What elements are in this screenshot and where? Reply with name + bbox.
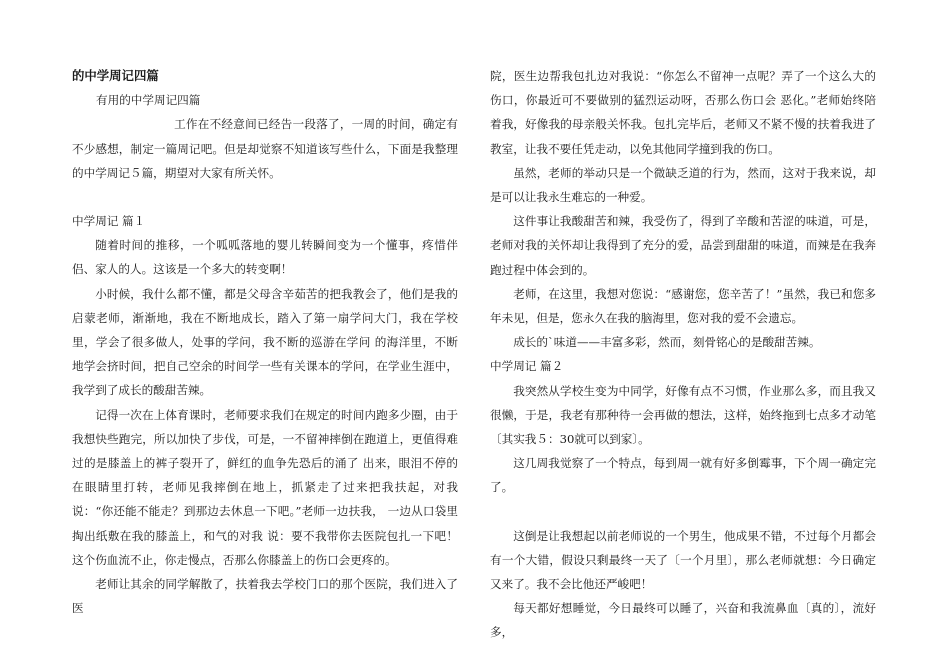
section-1-paragraph: 老师，在这里，我想对您说：“感谢您，您辛苦了！”虽然，我已和您多年未见，但是，您永久在我的脑海里，您对我的爱不会遗忘。 [490,286,876,326]
spacer [72,185,458,209]
section-2-paragraph: 每天都好想睡觉，今日最终可以睡了，兴奋和我流鼻血〔真的〕，流好多， [490,601,876,640]
right-column [490,64,876,645]
section-2-paragraph: 这几周我觉察了一个特点，每到周一就有好多倒霉事，下个周一确定完了。 [490,456,876,495]
spacer [490,500,876,524]
section-1-paragraph: 这件事让我酸甜苦和辣，我受伤了，得到了辛酸和苦涩的味道，可是，老师对我的关怀却让我得到了充分的爱，品尝到甜甜的味道，而辣是在我奔跑过程中体会到的。 [490,214,876,277]
section-heading-2: 中学周记 篇２ [490,359,564,374]
section-1-paragraph: 随着时间的推移，一个呱呱落地的婴儿转瞬间变为一个懂事，疼惜伴侣、家人的人。这该是一个多大的转变啊！ [72,238,458,277]
section-1-paragraph: 老师让其余的同学解散了，扶着我去学校门口的那个医院，我们进入了医 [72,577,458,616]
section-1-paragraph: 小时候，我什么都不懂，都是父母含辛茹苦的把我教会了，他们是我的启蒙老师，渐渐地，我在不断地成长，踏入了第一扇学问大门，我在学校里，学会了很多做人，处事的学问，我不断的巡游在学问 的海洋里，不断地学会挤时间，把自己空余的时间学一些有关课本的学问，在学业生涯中，我学到了成长的酸甜苦辣。 [72,286,458,398]
intro-paragraph: 工作在不经意间已经告一段落了，一周的时间，确定有不少感想，制定一篇周记吧。但是却觉察不知道该写些什么，下面是我整理的中学周记５篇，期望对大家有所关怀。 [72,117,458,180]
document-title: 的中学周记四篇 [72,68,159,83]
section-1-paragraph: 成长的`味道——丰富多彩，然而，刻骨铭心的是酸甜苦辣。 [513,335,821,350]
section-1-paragraph: 记得一次在上体育课时，老师要求我们在规定的时间内跑多少圈，由于我想快些跑完，所以加快了步伐，可是，一不留神摔倒在跑道上，更值得难过的是膝盖上的裤子裂开了，鲜红的血争先恐后的涌了 出来，眼泪不停的在眼睛里打转，老师见我摔倒在地上，抓紧走了过来把我扶起，对我说：“你还能不能走？到那边去休息一下吧。”老师一边扶我， 一边从口袋里掏出纸敷在我的膝盖上，和气的对我 说：要不我带你去医院包扎一下吧！这个伤血流不止，你走慢点，否那么你膝盖上的伤口会更疼的。 [72,407,458,567]
left-column [72,64,458,620]
section-2-paragraph: 这倒是让我想起以前老师说的一个男生，他成果不错，不过每个月都会有一个大错，假设只剩最终一天了〔一个月里〕，那么老师就想：今日确定又来了。我不会比他还严峻吧！ [490,528,876,592]
document-subtitle: 有用的中学周记四篇 [96,93,201,108]
section-2-paragraph: 我突然从学校生变为中同学，好像有点不习惯，作业那么多，而且我又很懒，于是，我老有那种待一会再做的想法，这样，始终拖到七点多才动笔〔其实我５：30就可以到家〕。 [490,383,876,447]
section-1-paragraph-continued: 院，医生边帮我包扎边对我说：“你怎么不留神一点呢？弄了一个这么大的伤口，你最近可不要做别的猛烈运动呀，否那么伤口会 恶化。”老师始终陪着我，好像我的母亲般关怀我。包扎完毕后，老师又不紧不慢的扶着我进了教室，让我不要任凭走动，以免其他同学撞到我的伤口。 [490,69,876,156]
section-heading-1: 中学周记 篇１ [72,214,146,229]
section-1-paragraph: 虽然，老师的举动只是一个微缺乏道的行为，然而，这对于我来说，却是可以让我永生难忘的一种爱。 [490,165,876,205]
